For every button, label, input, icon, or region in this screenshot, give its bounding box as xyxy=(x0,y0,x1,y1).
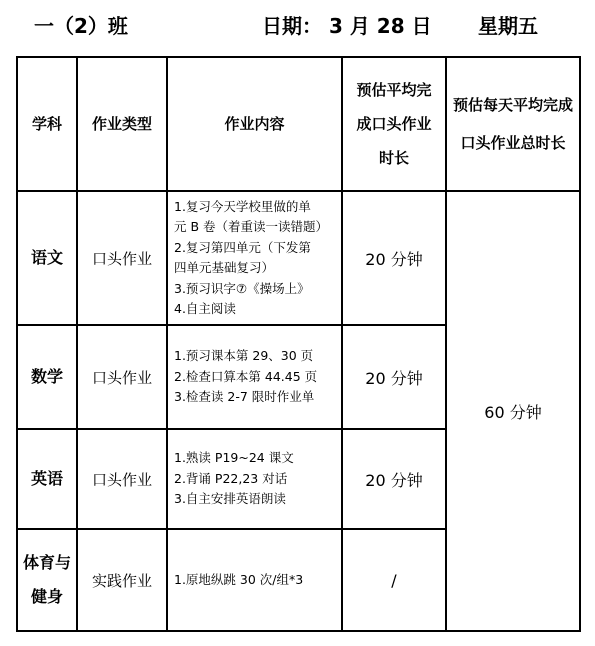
header-total-time: 预估每天平均完成 口头作业总时长 xyxy=(446,57,580,191)
time-cell: / xyxy=(342,529,446,631)
date-label: 日期： 3 月 28 日 xyxy=(262,14,432,38)
table-header-row xyxy=(17,57,580,191)
time-cell: 20 分钟 xyxy=(342,325,446,429)
type-cell: 口头作业 xyxy=(77,191,167,325)
type-cell: 口头作业 xyxy=(77,429,167,529)
content-cell: 1.预习课本第 29、30 页 2.检查口算本第 44.45 页 3.检查读 2-7 限时作业单 xyxy=(167,325,342,429)
time-cell: 20 分钟 xyxy=(342,191,446,325)
content-cell: 1.复习今天学校里做的单 元 B 卷（着重读一读错题） 2.复习第四单元（下发第 四单元基础复习） 3.预习识字⑦《操场上》 4.自主阅读 xyxy=(167,191,342,325)
total-time-cell: 60 分钟 xyxy=(446,191,580,631)
content-cell: 1.熟读 P19~24 课文 2.背诵 P22,23 对话 3.自主安排英语朗读 xyxy=(167,429,342,529)
header-avg-time: 预估平均完 成口头作业 时长 xyxy=(342,57,446,191)
page-header xyxy=(0,0,595,52)
type-cell: 口头作业 xyxy=(77,325,167,429)
weekday-label: 星期五 xyxy=(478,14,538,38)
table-row xyxy=(17,191,580,325)
header-type: 作业类型 xyxy=(77,57,167,191)
subject-cell: 数学 xyxy=(17,325,77,429)
content-cell: 1.原地纵跳 30 次/组*3 xyxy=(167,529,342,631)
header-content: 作业内容 xyxy=(167,57,342,191)
class-label: 一（2）班 xyxy=(34,14,128,38)
subject-cell: 语文 xyxy=(17,191,77,325)
type-cell: 实践作业 xyxy=(77,529,167,631)
subject-cell: 英语 xyxy=(17,429,77,529)
header-subject: 学科 xyxy=(17,57,77,191)
time-cell: 20 分钟 xyxy=(342,429,446,529)
homework-table xyxy=(16,56,581,632)
subject-cell: 体育与 健身 xyxy=(17,529,77,631)
